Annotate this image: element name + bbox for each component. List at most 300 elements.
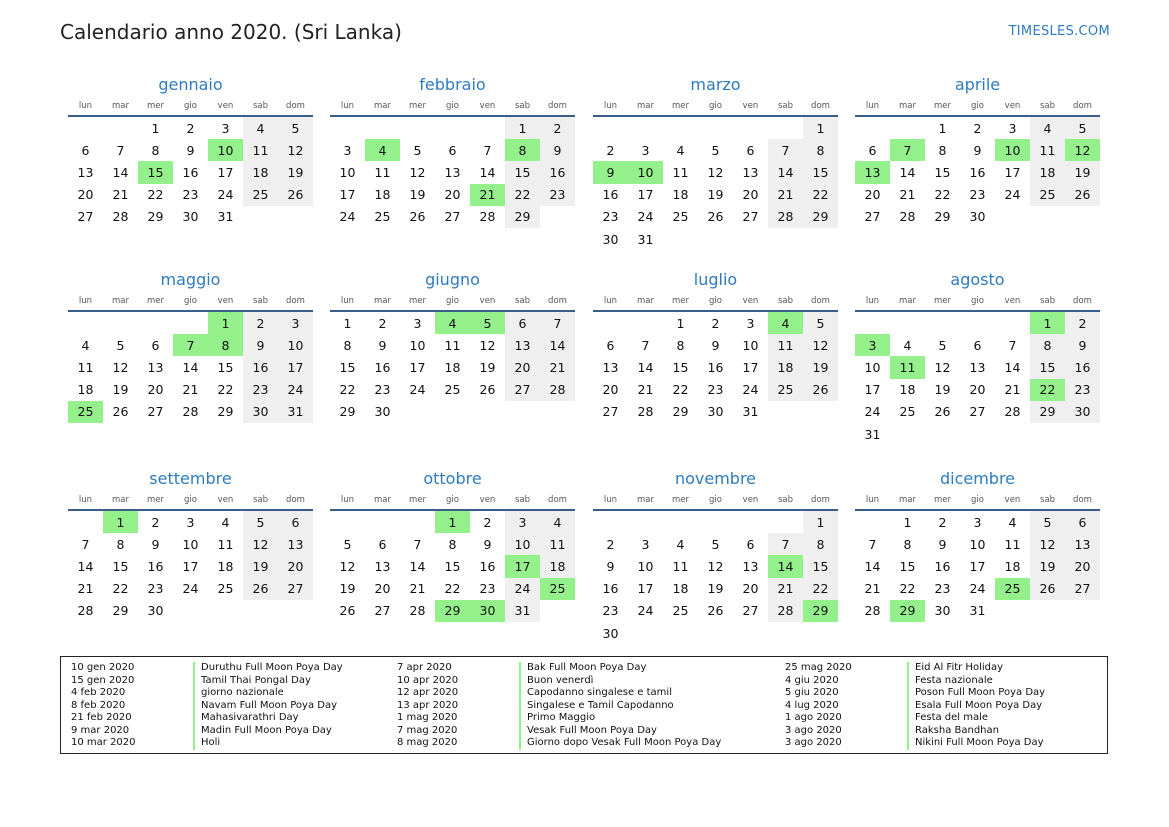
day-cell: 13 xyxy=(855,161,890,183)
day-cell: 26 xyxy=(803,379,838,401)
month-name: aprile xyxy=(954,75,1001,94)
holiday-marker xyxy=(907,662,909,675)
day-cell: 13 xyxy=(505,334,540,356)
holiday-name: Bak Full Moon Poya Day xyxy=(527,662,647,673)
day-cell: 30 xyxy=(1065,401,1100,423)
empty-cell xyxy=(628,510,663,533)
day-cell: 12 xyxy=(339,558,356,574)
day-cell: 27 xyxy=(505,379,540,401)
day-cell: 15 xyxy=(217,359,234,375)
holiday-column xyxy=(785,662,1045,750)
day-cell: 24 xyxy=(278,379,313,401)
day-cell: 13 xyxy=(77,164,94,180)
day-cell: 7 xyxy=(81,536,90,552)
day-cell: 28 xyxy=(1004,404,1021,420)
month-novembre xyxy=(593,468,838,644)
weekday-header: gio xyxy=(173,493,208,510)
holiday-marker xyxy=(193,725,195,738)
holiday-date: 9 mar 2020 xyxy=(71,724,130,736)
day-cell: 25 xyxy=(444,382,461,398)
day-cell: 10 xyxy=(864,359,881,375)
empty-cell xyxy=(138,311,173,334)
day-cell: 10 xyxy=(409,337,426,353)
day-cell: 10 xyxy=(742,337,759,353)
day-cell: 15 xyxy=(444,558,461,574)
day-cell: 15 xyxy=(339,359,356,375)
empty-cell xyxy=(698,622,733,644)
day-cell: 9 xyxy=(243,334,278,356)
weekday-header: lun xyxy=(855,493,890,510)
holiday-row xyxy=(397,725,721,738)
holiday-name: giorno nazionale xyxy=(201,687,284,698)
empty-cell xyxy=(540,206,575,228)
day-cell: 2 xyxy=(973,120,982,136)
day-cell: 4 xyxy=(540,510,575,533)
day-cell: 6 xyxy=(1065,510,1100,533)
day-cell: 10 xyxy=(278,334,313,356)
weekday-header: sab xyxy=(505,99,540,116)
day-cell: 1 xyxy=(208,311,243,334)
day-cell: 25 xyxy=(540,578,575,600)
day-cell: 19 xyxy=(278,161,313,183)
weekday-header: dom xyxy=(278,99,313,116)
month-dicembre xyxy=(855,468,1100,622)
day-cell: 4 xyxy=(81,337,90,353)
day-cell: 29 xyxy=(934,209,951,225)
day-cell: 3 xyxy=(278,311,313,334)
day-cell: 17 xyxy=(864,382,881,398)
weekday-header: gio xyxy=(960,294,995,311)
weekday-header: gio xyxy=(960,493,995,510)
day-cell: 31 xyxy=(278,401,313,423)
day-cell: 25 xyxy=(243,184,278,206)
day-cell: 23 xyxy=(707,382,724,398)
day-cell: 8 xyxy=(803,533,838,555)
holiday-row xyxy=(71,700,343,713)
weekday-header: sab xyxy=(505,493,540,510)
month-name: settembre xyxy=(149,469,232,488)
day-cell: 10 xyxy=(339,164,356,180)
day-cell: 16 xyxy=(934,558,951,574)
day-cell: 27 xyxy=(742,209,759,225)
empty-cell xyxy=(243,600,278,622)
month-aprile xyxy=(855,74,1100,228)
day-cell: 11 xyxy=(890,356,925,378)
day-cell: 5 xyxy=(1065,116,1100,139)
holiday-name: Primo Maggio xyxy=(527,712,596,723)
day-cell: 15 xyxy=(505,161,540,183)
day-cell: 23 xyxy=(479,581,496,597)
brand-link[interactable]: TIMESLES.COM xyxy=(1008,24,1110,39)
day-cell: 11 xyxy=(444,337,461,353)
day-cell: 14 xyxy=(768,555,803,577)
day-cell: 22 xyxy=(899,581,916,597)
day-cell: 6 xyxy=(973,337,982,353)
day-cell: 16 xyxy=(182,164,199,180)
empty-cell xyxy=(628,116,663,139)
day-cell: 4 xyxy=(221,514,230,530)
day-cell: 23 xyxy=(147,581,164,597)
day-cell: 5 xyxy=(278,116,313,139)
empty-cell xyxy=(330,116,365,139)
day-cell: 1 xyxy=(343,315,352,331)
day-cell: 30 xyxy=(243,401,278,423)
day-cell: 7 xyxy=(1008,337,1017,353)
day-cell: 4 xyxy=(435,311,470,334)
day-cell: 6 xyxy=(278,510,313,533)
weekday-header: gio xyxy=(435,99,470,116)
empty-cell xyxy=(173,311,208,334)
day-cell: 21 xyxy=(864,581,881,597)
day-cell: 23 xyxy=(602,603,619,619)
weekday-header: mer xyxy=(138,493,173,510)
day-cell: 27 xyxy=(147,404,164,420)
empty-cell xyxy=(68,311,103,334)
empty-cell xyxy=(768,116,803,139)
holiday-name: Buon venerdì xyxy=(527,674,594,686)
weekday-header: sab xyxy=(768,493,803,510)
holiday-marker xyxy=(193,675,195,688)
holiday-row xyxy=(785,725,1045,738)
day-cell: 19 xyxy=(243,555,278,577)
day-cell: 7 xyxy=(641,337,650,353)
day-cell: 2 xyxy=(1065,311,1100,334)
day-cell: 4 xyxy=(903,337,912,353)
day-cell: 18 xyxy=(1004,558,1021,574)
day-cell: 7 xyxy=(173,334,208,356)
day-cell: 7 xyxy=(768,533,803,555)
day-cell: 15 xyxy=(112,558,129,574)
day-cell: 10 xyxy=(637,558,654,574)
day-cell: 23 xyxy=(540,184,575,206)
empty-cell xyxy=(103,311,138,334)
day-cell: 17 xyxy=(742,359,759,375)
holiday-date: 13 apr 2020 xyxy=(397,699,459,711)
month-name: agosto xyxy=(950,270,1005,289)
day-cell: 20 xyxy=(742,581,759,597)
day-cell: 1 xyxy=(903,514,912,530)
empty-cell xyxy=(278,600,313,622)
empty-cell xyxy=(540,600,575,622)
holiday-row xyxy=(785,737,1045,750)
day-cell: 3 xyxy=(641,536,650,552)
day-cell: 16 xyxy=(479,558,496,574)
weekday-header: dom xyxy=(1065,294,1100,311)
day-cell: 2 xyxy=(711,315,720,331)
holiday-name: Duruthu Full Moon Poya Day xyxy=(201,662,343,673)
empty-cell xyxy=(960,311,995,334)
holiday-row xyxy=(71,725,343,738)
holiday-date: 1 mag 2020 xyxy=(397,712,458,723)
day-cell: 11 xyxy=(217,536,234,552)
day-cell: 25 xyxy=(217,581,234,597)
day-cell: 12 xyxy=(479,337,496,353)
day-cell: 12 xyxy=(1065,139,1100,161)
weekday-header: ven xyxy=(733,493,768,510)
day-cell: 19 xyxy=(707,187,724,203)
holiday-marker xyxy=(519,725,521,738)
day-cell: 24 xyxy=(409,382,426,398)
day-cell: 28 xyxy=(77,603,94,619)
empty-cell xyxy=(925,423,960,445)
day-cell: 12 xyxy=(112,359,129,375)
day-cell: 17 xyxy=(1004,164,1021,180)
day-cell: 24 xyxy=(182,581,199,597)
day-cell: 28 xyxy=(112,209,129,225)
weekday-header: sab xyxy=(243,493,278,510)
day-cell: 18 xyxy=(540,555,575,577)
day-cell: 30 xyxy=(147,603,164,619)
holiday-date: 10 mar 2020 xyxy=(71,737,136,748)
empty-cell xyxy=(470,116,505,139)
day-cell: 28 xyxy=(409,603,426,619)
day-cell: 5 xyxy=(116,337,125,353)
weekday-header: dom xyxy=(803,493,838,510)
day-cell: 17 xyxy=(637,581,654,597)
day-cell: 19 xyxy=(1030,555,1065,577)
day-cell: 8 xyxy=(803,139,838,161)
empty-cell xyxy=(628,622,663,644)
day-cell: 21 xyxy=(470,184,505,206)
day-cell: 22 xyxy=(672,382,689,398)
weekday-header: sab xyxy=(1030,99,1065,116)
weekday-header: mar xyxy=(628,294,663,311)
day-cell: 30 xyxy=(602,625,619,641)
weekday-header: gio xyxy=(435,493,470,510)
holiday-name: Festa nazionale xyxy=(915,674,993,686)
day-cell: 29 xyxy=(339,404,356,420)
weekday-header: lun xyxy=(593,493,628,510)
weekday-header: dom xyxy=(1065,493,1100,510)
empty-cell xyxy=(733,228,768,250)
month-agosto xyxy=(855,269,1100,445)
weekday-header: ven xyxy=(995,99,1030,116)
holiday-name: Poson Full Moon Poya Day xyxy=(915,687,1046,698)
empty-cell xyxy=(890,311,925,334)
empty-cell xyxy=(890,116,925,139)
day-cell: 25 xyxy=(995,578,1030,600)
day-cell: 15 xyxy=(1030,356,1065,378)
weekday-header: mer xyxy=(400,99,435,116)
weekday-header: mar xyxy=(365,294,400,311)
day-cell: 23 xyxy=(243,379,278,401)
month-ottobre xyxy=(330,468,575,622)
day-cell: 26 xyxy=(243,578,278,600)
day-cell: 15 xyxy=(934,164,951,180)
empty-cell xyxy=(400,401,435,423)
day-cell: 25 xyxy=(672,603,689,619)
empty-cell xyxy=(960,423,995,445)
holiday-marker xyxy=(519,662,521,675)
month-table xyxy=(593,99,838,250)
month-luglio xyxy=(593,269,838,423)
day-cell: 20 xyxy=(505,356,540,378)
day-cell: 19 xyxy=(803,356,838,378)
day-cell: 5 xyxy=(803,311,838,334)
day-cell: 16 xyxy=(707,359,724,375)
day-cell: 4 xyxy=(768,311,803,334)
day-cell: 21 xyxy=(409,581,426,597)
day-cell: 22 xyxy=(1030,379,1065,401)
day-cell: 29 xyxy=(890,600,925,622)
weekday-header: lun xyxy=(68,294,103,311)
day-cell: 11 xyxy=(374,164,391,180)
day-cell: 28 xyxy=(540,379,575,401)
day-cell: 14 xyxy=(182,359,199,375)
day-cell: 7 xyxy=(116,142,125,158)
holiday-marker xyxy=(519,737,521,750)
holiday-marker xyxy=(907,687,909,700)
day-cell: 11 xyxy=(77,359,94,375)
day-cell: 16 xyxy=(243,356,278,378)
weekday-header: lun xyxy=(855,294,890,311)
day-cell: 29 xyxy=(672,404,689,420)
day-cell: 11 xyxy=(243,139,278,161)
month-name: ottobre xyxy=(423,469,482,488)
weekday-header: lun xyxy=(68,493,103,510)
day-cell: 14 xyxy=(899,164,916,180)
empty-cell xyxy=(663,116,698,139)
empty-cell xyxy=(593,116,628,139)
day-cell: 24 xyxy=(637,209,654,225)
day-cell: 24 xyxy=(217,187,234,203)
day-cell: 12 xyxy=(243,533,278,555)
holiday-row xyxy=(785,675,1045,688)
day-cell: 22 xyxy=(803,578,838,600)
day-cell: 3 xyxy=(343,142,352,158)
empty-cell xyxy=(68,510,103,533)
day-cell: 17 xyxy=(409,359,426,375)
empty-cell xyxy=(733,116,768,139)
holiday-name: Navam Full Moon Poya Day xyxy=(201,699,337,711)
day-cell: 20 xyxy=(374,581,391,597)
weekday-header: mar xyxy=(890,99,925,116)
weekday-header: sab xyxy=(243,294,278,311)
holiday-marker xyxy=(519,712,521,725)
empty-cell xyxy=(1030,423,1065,445)
day-cell: 4 xyxy=(676,142,685,158)
day-cell: 19 xyxy=(409,187,426,203)
empty-cell xyxy=(995,423,1030,445)
day-cell: 12 xyxy=(707,164,724,180)
day-cell: 20 xyxy=(444,187,461,203)
weekday-header: mar xyxy=(628,493,663,510)
day-cell: 10 xyxy=(505,533,540,555)
day-cell: 21 xyxy=(637,382,654,398)
empty-cell xyxy=(68,116,103,139)
day-cell: 19 xyxy=(707,581,724,597)
month-name: gennaio xyxy=(158,75,223,94)
day-cell: 7 xyxy=(413,536,422,552)
day-cell: 16 xyxy=(374,359,391,375)
day-cell: 13 xyxy=(742,558,759,574)
month-table xyxy=(68,99,313,228)
day-cell: 18 xyxy=(77,382,94,398)
weekday-header: sab xyxy=(243,99,278,116)
day-cell: 13 xyxy=(742,164,759,180)
day-cell: 7 xyxy=(890,139,925,161)
day-cell: 28 xyxy=(637,404,654,420)
holiday-name: Festa del male xyxy=(915,712,989,723)
day-cell: 14 xyxy=(637,359,654,375)
day-cell: 27 xyxy=(969,404,986,420)
day-cell: 5 xyxy=(470,311,505,334)
day-cell: 3 xyxy=(1008,120,1017,136)
empty-cell xyxy=(733,622,768,644)
day-cell: 3 xyxy=(746,315,755,331)
day-cell: 25 xyxy=(672,209,689,225)
day-cell: 17 xyxy=(217,164,234,180)
month-name: marzo xyxy=(690,75,741,94)
day-cell: 24 xyxy=(339,209,356,225)
day-cell: 23 xyxy=(602,209,619,225)
holiday-date: 4 lug 2020 xyxy=(785,699,839,711)
holiday-row xyxy=(71,712,343,725)
weekday-header: ven xyxy=(470,493,505,510)
day-cell: 23 xyxy=(1065,379,1100,401)
page-title: Calendario anno 2020. (Sri Lanka) xyxy=(60,20,402,44)
holiday-date: 3 ago 2020 xyxy=(785,724,842,736)
month-table xyxy=(68,294,313,423)
holiday-column xyxy=(71,662,343,750)
day-cell: 18 xyxy=(768,356,803,378)
day-cell: 5 xyxy=(938,337,947,353)
empty-cell xyxy=(803,622,838,644)
empty-cell xyxy=(855,116,890,139)
month-name: febbraio xyxy=(419,75,486,94)
weekday-header: lun xyxy=(330,99,365,116)
day-cell: 5 xyxy=(413,142,422,158)
day-cell: 4 xyxy=(243,116,278,139)
day-cell: 22 xyxy=(934,187,951,203)
month-name: giugno xyxy=(425,270,480,289)
holiday-name: Singalese e Tamil Capodanno xyxy=(527,699,674,711)
weekday-header: ven xyxy=(208,493,243,510)
day-cell: 6 xyxy=(505,311,540,334)
day-cell: 25 xyxy=(768,379,803,401)
day-cell: 18 xyxy=(374,187,391,203)
month-table xyxy=(593,493,838,644)
day-cell: 1 xyxy=(103,510,138,533)
day-cell: 26 xyxy=(278,184,313,206)
holiday-row xyxy=(397,687,721,700)
weekday-header: gio xyxy=(698,493,733,510)
holiday-row xyxy=(397,662,721,675)
day-cell: 14 xyxy=(77,558,94,574)
holiday-date: 8 feb 2020 xyxy=(71,699,126,711)
holiday-marker xyxy=(907,725,909,738)
holiday-marker xyxy=(907,712,909,725)
day-cell: 9 xyxy=(378,337,387,353)
day-cell: 4 xyxy=(676,536,685,552)
empty-cell xyxy=(803,401,838,423)
holiday-date: 5 giu 2020 xyxy=(785,687,839,698)
day-cell: 12 xyxy=(1030,533,1065,555)
day-cell: 18 xyxy=(672,187,689,203)
month-febbraio xyxy=(330,74,575,228)
day-cell: 22 xyxy=(217,382,234,398)
day-cell: 19 xyxy=(112,382,129,398)
day-cell: 21 xyxy=(899,187,916,203)
day-cell: 20 xyxy=(77,187,94,203)
weekday-header: sab xyxy=(768,99,803,116)
empty-cell xyxy=(698,228,733,250)
holiday-row xyxy=(785,712,1045,725)
weekday-header: mar xyxy=(890,493,925,510)
weekday-header: sab xyxy=(768,294,803,311)
day-cell: 24 xyxy=(864,404,881,420)
day-cell: 6 xyxy=(606,337,615,353)
